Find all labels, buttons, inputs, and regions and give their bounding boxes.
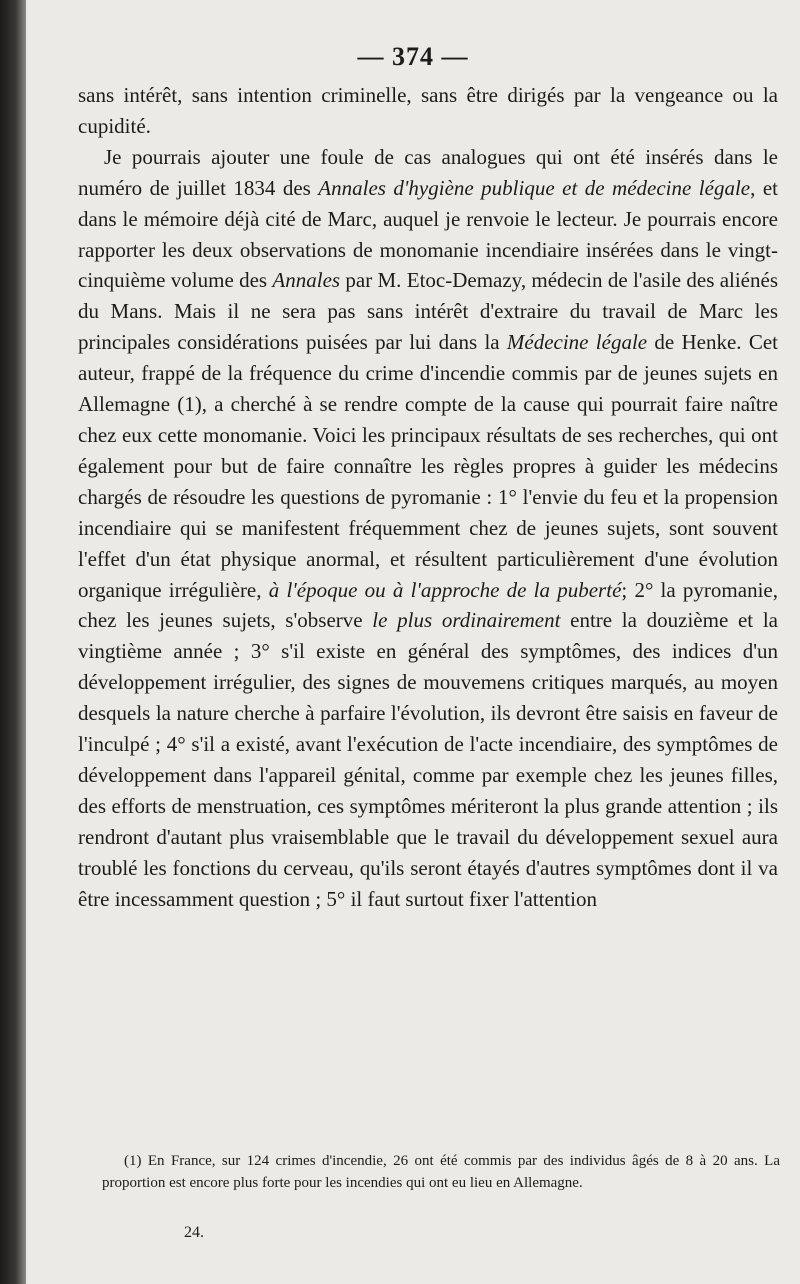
body-paragraph xyxy=(78,80,778,142)
body-paragraph xyxy=(78,142,778,915)
footnote xyxy=(102,1150,780,1194)
page-number-header: — 374 — xyxy=(357,42,469,71)
text-run: entre la douzième et la vingtième année ; 3° s'il existe en général des symptômes, des indices d'un développement irrégulier, des signes de mouvemens critiques marqués, au moyen desquels la nature cherche à parfaire l'évolution, ils devront être saisis en faveur de l'inculpé ; 4° s'il a existé, avant l'exécution de l'acte incendiaire, des symptômes de développement dans l'appareil génital, comme par exemple chez les jeunes filles, des efforts de menstruation, ces symptômes mériteront la plus grande attention ; ils rendront d'autant plus vraisemblable que le travail du développement sexuel aura troublé les fonctions du cerveau, qu'ils seront étayés d'autres symptômes dont il va être incessamment question ; 5° il faut surtout fixer l'attention xyxy=(78,608,778,911)
body-text xyxy=(78,80,778,914)
footnote-text: (1) En France, sur 124 crimes d'incendie, 26 ont été commis par des individus âgés de 8 à 20 ans. La proportion est encore plus forte pour les incendies qui ont eu lieu en Allemagne. xyxy=(102,1153,780,1191)
book-spine-shadow xyxy=(0,0,26,1284)
italic-text: Annales d'hygiène publique et de médecine légale xyxy=(318,175,751,200)
text-run: Je pourrais ajouter une foule de cas analogues qui ont été insérés dans le numéro de juillet 1834 des xyxy=(78,144,778,200)
italic-text: le plus ordinairement xyxy=(372,608,561,633)
text-run: , et dans le mémoire déjà cité de Marc, auquel je renvoie le lecteur. Je pourrais encore rapporter les deux observations de monomanie incendiaire insérées dans le vingt-cinquième volume des xyxy=(78,175,778,293)
text-run: par M. Etoc-Demazy, médecin de l'asile des aliénés du Mans. Mais il ne sera pas sans intérêt d'extraire du travail de Marc les principales considérations puisées par lui dans la xyxy=(78,268,778,355)
text-run: sans intérêt, sans intention criminelle, sans être dirigés par la vengeance ou la cupidité. xyxy=(78,83,778,138)
italic-text: Annales xyxy=(272,268,341,293)
italic-text: à l'époque ou à l'approche de la puberté xyxy=(268,577,622,602)
signature-mark: 24. xyxy=(184,1224,204,1241)
book-page xyxy=(26,0,800,1284)
text-run: ; 2° la pyromanie, chez les jeunes sujets, s'observe xyxy=(78,577,778,633)
italic-text: Médecine légale xyxy=(506,330,648,355)
text-run: de Henke. Cet auteur, frappé de la fréquence du crime d'incendie commis par de jeunes sujets en Allemagne (1), a cherché à se rendre compte de la cause qui pourrait faire naître chez eux cette monomanie. Voici les principaux résultats de ses recherches, qui ont également pour but de faire connaître les règles propres à guider les médecins chargés de résoudre les questions de pyromanie : 1° l'envie du feu et la propension incendiaire qui se manifestent fréquemment chez de jeunes sujets, sont souvent l'effet d'un état physique anormal, et résultent particulièrement d'une évolution organique irrégulière, xyxy=(78,330,779,602)
